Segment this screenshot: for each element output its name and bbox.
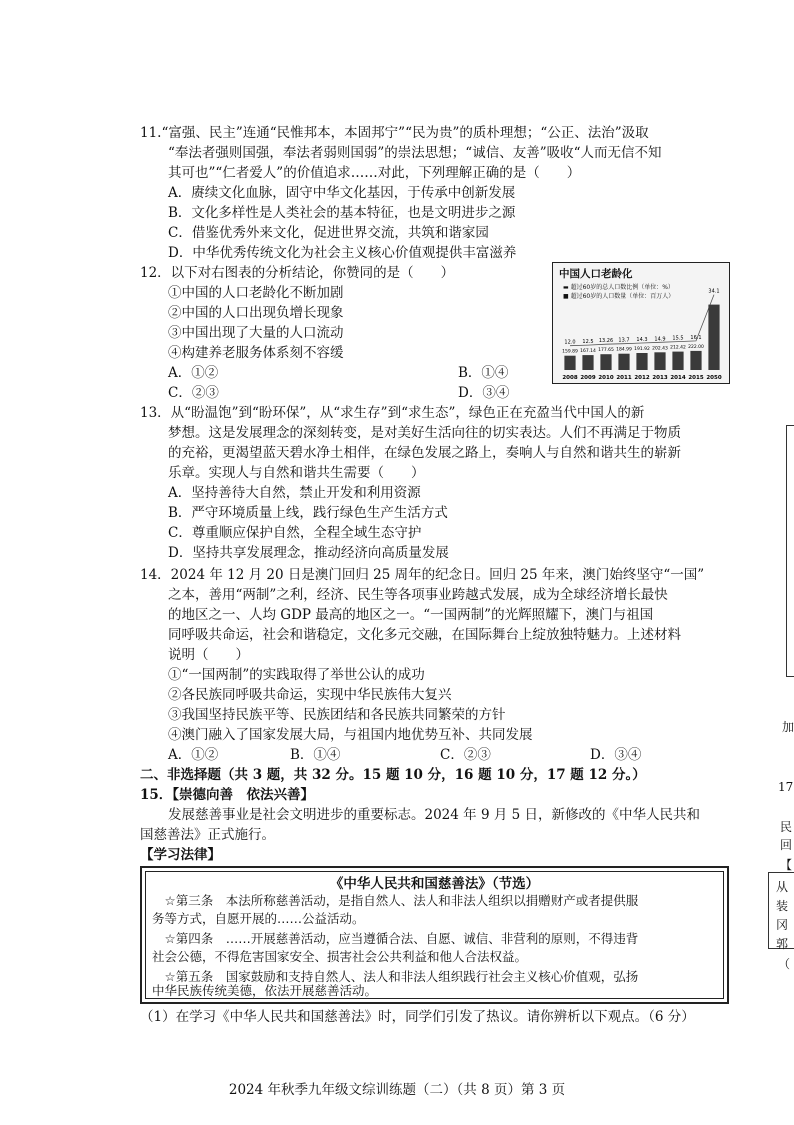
q14-option-c: C．②③ [440,747,491,763]
chart-ratio-label-2010: 13.26 [598,338,614,345]
q14-line-4: 同呼吸共命运，社会和谐稳定，文化多元交融，在国际舞台上绽放独特魅力。上述材料 [168,627,681,643]
chart-ratio-label-2014: 15.5 [672,335,684,342]
chart-tick-2008: 2008 [562,375,578,381]
q14-item-1: ①“一国两制”的实践取得了举世公认的成功 [168,667,425,683]
q13-line-4: 乐章。实现人与自然和谐共生需要（ ） [168,465,425,481]
chart-ratio-label-2013: 14.9 [654,336,666,343]
chart-bar-2011 [618,354,629,370]
q15-line-1: 发展慈善事业是社会文明进步的重要标志。2024 年 9 月 5 日，新修改的《中华人民共和 [168,807,700,823]
chart-bar-2015 [690,351,701,370]
q12-stem: 12．以下对右图表的分析结论，你赞同的是（ ） [140,265,455,281]
law-line-5: ☆第五条 国家鼓励和支持自然人、法人和非法人组织践行社会主义核心价值观，弘扬 [152,969,639,984]
q13-option-a: A．坚持善待大自然，禁止开发和利用资源 [168,485,421,501]
law-excerpt-title: 《中华人民共和国慈善法》（节选） [329,876,540,892]
q12-item-4: ④构建养老服务体系刻不容缓 [168,345,344,361]
section-2-heading: 二、非选择题（共 3 题，共 32 分。15 题 10 分，16 题 10 分，17 题 12 分。） [140,767,646,783]
edge-char-2: 17 [778,780,794,794]
q12-item-3: ③中国出现了大量的人口流动 [168,325,344,341]
chart-bar-2050 [708,305,719,370]
page-footer: 2024 年秋季九年级文综训练题（二）（共 8 页）第 3 页 [228,1082,566,1098]
chart-tick-2010: 2010 [598,375,614,381]
chart-ratio-label-2050: 34.1 [708,288,720,295]
chart-count-label-2009: 167.14 [580,349,596,355]
chart-tick-2014: 2014 [670,375,686,381]
chart-bar-2013 [654,352,665,370]
chart-title: 中国人口老龄化 [559,268,633,280]
q14-option-b: B．①④ [290,747,341,763]
chart-tick-2012: 2012 [634,375,650,381]
aging-chart [552,262,730,384]
chart-tick-2009: 2009 [580,375,596,381]
chart-ratio-label-2008: 12.0 [564,339,576,346]
q14-line-5: 说明（ ） [168,647,249,663]
chart-bar-2009 [582,355,593,370]
q14-option-a: A．①② [168,747,219,763]
chart-count-label-2013: 202.43 [652,346,668,352]
edge-char-5: 【 [780,858,793,872]
law-line-6: 中华民族传统美德，依法开展慈善活动。 [152,983,378,998]
q15-subquestion-1: （1）在学习《中华人民共和国慈善法》时，同学们引发了热议。请你辨析以下观点。（6 分） [140,1009,695,1025]
chart-count-label-2010: 177.65 [598,348,614,354]
q14-line-2: 之本，善用“两制”之利，经济、民生等各项事业跨越式发展，成为全球经济增长最快 [168,587,668,603]
q11-line-3: 其可也”“仁者爱人”的价值追求……对此，下列理解正确的是（ ） [168,165,581,181]
law-line-1: ☆第三条 本法所称慈善活动，是指自然人、法人和非法人组织以捐赠财产或者提供服 [152,893,639,908]
q13-option-d: D．坚持共享发展理念，推动经济向高质量发展 [168,545,449,561]
q14-item-4: ④澳门融入了国家发展大局，与祖国内地优势互补、共同发展 [168,727,533,743]
q14-line-3: 的地区之一、人均 GDP 最高的地区之一。“一国两制”的光辉照耀下，澳门与祖国 [168,607,654,623]
edge-char-8: 冈 [776,918,789,932]
chart-tick-2013: 2013 [652,375,668,381]
q14-option-d: D．③④ [590,747,642,763]
chart-ratio-label-2009: 12.5 [582,339,594,346]
law-excerpt-box [140,866,729,1004]
q15-line-2: 国慈善法》正式施行。 [140,827,275,843]
chart-legend-ratio: ▬ 超过60岁的总人口数比例（单位：%） [563,284,674,291]
q12-option-b: B．①④ [458,365,509,381]
law-line-4: 社会公德，不得危害国家安全、损害社会公共利益和他人合法权益。 [152,949,528,964]
chart-ratio-label-2015: 16.1 [690,334,702,341]
edge-char-7: 装 [776,899,789,913]
chart-count-label-2012: 191.92 [634,347,650,352]
q11-option-d: D．中华优秀传统文化为社会主义核心价值观提供丰富滋养 [168,245,517,261]
q14-line-1: 14．2024 年 12 月 20 日是澳门回归 25 周年的纪念日。回归 25 年来，澳门始终坚守“一国” [140,567,705,583]
edge-char-3: 民 [780,820,793,834]
law-line-2: 务等方式，自愿开展的……公益活动。 [152,911,365,926]
q13-option-c: C．尊重顺应保护自然，全程全域生态守护 [168,525,422,541]
chart-count-label-2015: 222.00 [688,344,704,350]
q12-option-a: A．①② [168,365,219,381]
q11-line-2: “奉法者强则国强，奉法者弱则国弱”的崇法思想；“诚信、友善”吸收“人而无信不知 [168,145,662,161]
edge-char-9: 郭 [776,937,789,951]
edge-char-6: 从 [776,880,789,894]
q13-line-3: 的充裕，更渴望蓝天碧水净土相伴，在绿色发展之路上，奏响人与自然和谐共生的崭新 [168,445,681,461]
chart-ratio-label-2011: 13.7 [618,337,630,344]
chart-count-label-2008: 159.89 [562,349,578,355]
edge-box-top [786,425,794,677]
aging-chart-svg [553,263,729,383]
q14-item-3: ③我国坚持民族平等、民族团结和各民族共同繁荣的方针 [168,707,506,723]
chart-tick-2011: 2011 [616,375,632,381]
edge-char-4: 回 [780,838,793,852]
chart-tick-2015: 2015 [688,375,704,381]
q12-option-d: D．③④ [458,385,510,401]
q15-heading: 15．【崇德向善 依法兴善】 [140,787,315,803]
q13-option-b: B．严守环境质量上线，践行绿色生产生活方式 [168,505,448,521]
chart-ratio-label-2012: 14.3 [636,337,648,343]
chart-bar-2014 [672,352,683,370]
q15-learn-law-label: 【学习法律】 [140,847,221,863]
q11-line-1: 11.“富强、民主”连通“民惟邦本，本固邦宁”“民为贵”的质朴理想；“公正、法治”汲取 [140,125,649,141]
q11-option-a: A．赓续文化血脉，固守中华文化基因，于传承中创新发展 [168,185,516,201]
chart-legend-count: ■ 超过60岁的人口数量（单位：百万人） [563,293,675,300]
q13-line-1: 13．从“盼温饱”到“盼环保”，从“求生存”到“求生态”，绿色正在充盈当代中国人的新 [140,405,645,421]
chart-count-label-2014: 212.42 [670,345,686,351]
chart-tick-2050: 2050 [706,375,722,381]
q11-option-b: B．文化多样性是人类社会的基本特征，也是文明进步之源 [168,205,516,221]
chart-count-label-2011: 184.99 [616,347,632,353]
q12-item-1: ①中国的人口老龄化不断加剧 [168,285,344,301]
law-line-3: ☆第四条 ……开展慈善活动，应当遵循合法、自愿、诚信、非营利的原则，不得违背 [152,931,639,946]
edge-char-1: 加 [782,720,794,734]
q12-item-2: ②中国的人口出现负增长现象 [168,305,344,321]
chart-bar-2008 [564,356,575,370]
q13-line-2: 梦想。这是发展理念的深刻转变，是对美好生活向往的切实表达。人们不再满足于物质 [168,425,681,441]
q11-option-c: C．借鉴优秀外来文化，促进世界交流，共筑和谐家园 [168,225,489,241]
q12-option-c: C．②③ [168,385,219,401]
chart-bar-2012 [636,353,647,370]
chart-bar-2010 [600,354,611,370]
edge-char-10: （ [778,957,791,971]
q14-item-2: ②各民族同呼吸共命运，实现中华民族伟大复兴 [168,687,452,703]
